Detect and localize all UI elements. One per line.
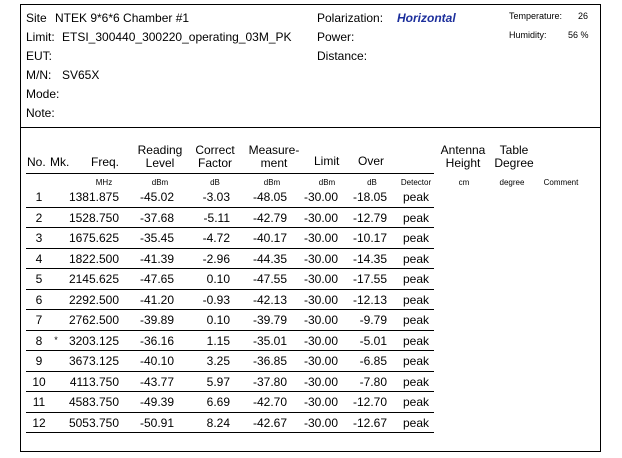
humidity-label: Humidity:	[509, 30, 547, 40]
table-cell-no: 6	[35, 292, 43, 307]
table-cell-freq: 5053.750	[68, 415, 119, 430]
table-cell-correct: 0.10	[206, 313, 230, 327]
table-cell-detector: peak	[402, 231, 430, 245]
col-header-mk: Mk.	[50, 155, 70, 169]
power-label: Power:	[317, 30, 355, 44]
table-cell-measure: -39.79	[252, 313, 287, 327]
polarization-label: Polarization:	[317, 11, 384, 25]
table-cell-correct: -0.93	[202, 292, 230, 307]
table-cell-no: 3	[35, 231, 43, 245]
table-cell-correct: 5.97	[206, 374, 230, 389]
table-cell-correct: -4.72	[202, 231, 230, 245]
eut-label: EUT:	[26, 49, 53, 63]
table-cell-reading: -47.65	[139, 272, 174, 286]
col-header-over: Over	[358, 154, 385, 168]
table-cell-over: -9.79	[359, 313, 387, 327]
table-cell-no: 4	[35, 251, 43, 266]
row-divider	[26, 207, 434, 208]
site-label: Site	[26, 11, 47, 25]
row-divider	[26, 412, 434, 413]
table-cell-correct: -2.96	[202, 251, 230, 266]
temperature-label: Temperature:	[509, 11, 563, 21]
row-divider	[26, 432, 434, 433]
table-cell-measure: -42.13	[252, 292, 287, 307]
table-cell-freq: 2762.500	[68, 313, 119, 327]
col-header-limit: Limit	[314, 154, 340, 168]
table-cell-measure: -47.55	[252, 272, 287, 286]
col-header-reading-1: Reading	[137, 143, 183, 157]
table-cell-limit: -30.00	[303, 190, 338, 204]
table-cell-freq: 2145.625	[68, 272, 119, 286]
col-header-measure-2: ment	[260, 156, 288, 170]
table-cell-no: 5	[35, 272, 43, 286]
col-header-table-2: Degree	[494, 156, 534, 170]
site-value: NTEK 9*6*6 Chamber #1	[55, 11, 190, 25]
table-cell-freq: 1822.500	[68, 251, 119, 266]
table-cell-limit: -30.00	[303, 395, 338, 409]
unit-comment: Comment	[543, 178, 579, 187]
table-cell-no: 12	[32, 415, 46, 430]
row-divider	[26, 289, 434, 290]
table-cell-correct: -5.11	[203, 210, 230, 225]
col-header-correct-1: Correct	[195, 143, 235, 157]
table-cell-correct: -3.03	[202, 190, 230, 204]
table-cell-over: -6.85	[359, 354, 387, 368]
table-cell-detector: peak	[402, 395, 430, 409]
table-cell-detector: peak	[402, 272, 430, 286]
col-header-reading-2: Level	[145, 156, 175, 170]
table-cell-limit: -30.00	[303, 292, 338, 307]
table-cell-reading: -50.91	[139, 415, 174, 430]
table-cell-detector: peak	[402, 333, 430, 348]
row-divider	[26, 248, 434, 249]
table-cell-limit: -30.00	[303, 415, 338, 430]
table-cell-no: 10	[32, 374, 46, 389]
table-cell-freq: 4583.750	[68, 395, 119, 409]
table-cell-measure: -35.01	[252, 333, 287, 348]
table-cell-measure: -42.67	[252, 415, 287, 430]
table-cell-reading: -45.02	[139, 190, 174, 204]
table-cell-limit: -30.00	[303, 374, 338, 389]
table-cell-no: 11	[32, 395, 46, 409]
table-cell-reading: -41.20	[139, 292, 174, 307]
row-divider	[26, 391, 434, 392]
unit-measure: dBm	[263, 178, 281, 187]
table-cell-limit: -30.00	[303, 313, 338, 327]
col-header-correct-2: Factor	[197, 156, 232, 170]
table-cell-limit: -30.00	[303, 354, 338, 368]
table-cell-correct: 8.24	[206, 415, 230, 430]
table-cell-detector: peak	[402, 313, 430, 327]
table-cell-detector: peak	[402, 374, 430, 389]
table-cell-correct: 1.15	[206, 333, 230, 348]
table-cell-detector: peak	[402, 354, 430, 368]
table-cell-detector: peak	[402, 292, 430, 307]
table-cell-measure: -36.85	[252, 354, 287, 368]
table-cell-reading: -39.89	[139, 313, 174, 327]
table-cell-no: 9	[35, 354, 43, 368]
table-cell-freq: 4113.750	[69, 374, 119, 389]
col-header-no: No.	[27, 155, 46, 169]
table-cell-limit: -30.00	[303, 251, 338, 266]
row-divider	[26, 309, 434, 310]
table-cell-freq: 3673.125	[68, 354, 119, 368]
table-cell-freq: 1381.875	[68, 190, 119, 204]
table-cell-detector: peak	[402, 415, 430, 430]
table-cell-freq: 3203.125	[68, 333, 119, 348]
table-cell-no: 8	[35, 333, 43, 348]
distance-label: Distance:	[317, 49, 368, 63]
col-header-freq: Freq.	[91, 155, 120, 169]
unit-correct: dB	[210, 178, 220, 187]
polarization-value: Horizontal	[397, 11, 456, 25]
table-cell-over: -7.80	[359, 374, 387, 389]
unit-table: degree	[499, 178, 525, 187]
temperature-value: 26	[578, 11, 589, 21]
unit-freq: MHz	[95, 178, 113, 187]
table-cell-limit: -30.00	[303, 333, 338, 348]
header-divider	[20, 127, 601, 128]
table-cell-limit: -30.00	[303, 210, 338, 225]
mode-label: Mode:	[26, 87, 60, 101]
limit-value: ETSI_300440_300220_operating_03M_PK	[62, 30, 292, 44]
table-cell-correct: 3.25	[206, 354, 230, 368]
row-divider	[26, 371, 434, 372]
col-header-measure-1: Measure-	[248, 143, 300, 157]
table-cell-over: -10.17	[352, 231, 387, 245]
col-header-antenna-1: Antenna	[440, 143, 486, 157]
table-cell-measure: -37.80	[252, 374, 287, 389]
table-cell-reading: -40.10	[139, 354, 174, 368]
table-cell-over: -14.35	[352, 251, 387, 266]
mn-value: SV65X	[62, 68, 100, 82]
table-cell-detector: peak	[402, 210, 430, 225]
limit-label: Limit:	[26, 30, 55, 44]
table-cell-no: 2	[35, 210, 43, 225]
unit-antenna: cm	[458, 178, 470, 187]
table-cell-measure: -40.17	[252, 231, 287, 245]
table-cell-over: -17.55	[352, 272, 387, 286]
table-cell-measure: -48.05	[252, 190, 287, 204]
humidity-value: 56 %	[568, 30, 589, 40]
col-header-antenna-2: Height	[445, 156, 481, 170]
table-cell-measure: -42.79	[252, 210, 287, 225]
table-cell-over: -12.13	[352, 292, 387, 307]
table-cell-measure: -44.35	[252, 251, 287, 266]
unit-detector: Detector	[400, 178, 432, 187]
table-cell-reading: -35.45	[139, 231, 174, 245]
row-divider	[26, 227, 434, 228]
table-cell-no: 7	[35, 313, 43, 327]
row-divider	[26, 268, 434, 269]
table-cell-detector: peak	[402, 190, 430, 204]
table-cell-mk: *	[54, 334, 58, 345]
table-cell-over: -12.79	[352, 210, 387, 225]
table-cell-reading: -36.16	[139, 333, 174, 348]
unit-over: dB	[367, 178, 377, 187]
table-cell-correct: 6.69	[206, 395, 230, 409]
table-cell-measure: -42.70	[252, 395, 287, 409]
table-cell-reading: -43.77	[139, 374, 174, 389]
table-cell-freq: 1675.625	[68, 231, 119, 245]
row-divider	[26, 330, 434, 331]
table-cell-no: 1	[35, 190, 43, 204]
note-label: Note:	[26, 106, 55, 120]
table-cell-correct: 0.10	[206, 272, 230, 286]
table-cell-limit: -30.00	[303, 231, 338, 245]
table-cell-over: -12.70	[352, 395, 387, 409]
col-header-table-1: Table	[499, 143, 529, 157]
row-divider	[26, 350, 434, 351]
table-cell-freq: 1528.750	[68, 210, 119, 225]
table-cell-limit: -30.00	[303, 272, 338, 286]
table-cell-over: -5.01	[359, 333, 387, 348]
table-cell-freq: 2292.500	[68, 292, 119, 307]
table-cell-detector: peak	[402, 251, 430, 266]
table-cell-over: -18.05	[352, 190, 387, 204]
unit-limit: dBm	[318, 178, 336, 187]
table-cell-over: -12.67	[352, 415, 387, 430]
table-cell-reading: -49.39	[139, 395, 174, 409]
table-cell-reading: -41.39	[139, 251, 174, 266]
mn-label: M/N:	[26, 68, 52, 82]
header-rule	[26, 173, 434, 174]
table-cell-reading: -37.68	[139, 210, 174, 225]
unit-reading: dBm	[151, 178, 169, 187]
